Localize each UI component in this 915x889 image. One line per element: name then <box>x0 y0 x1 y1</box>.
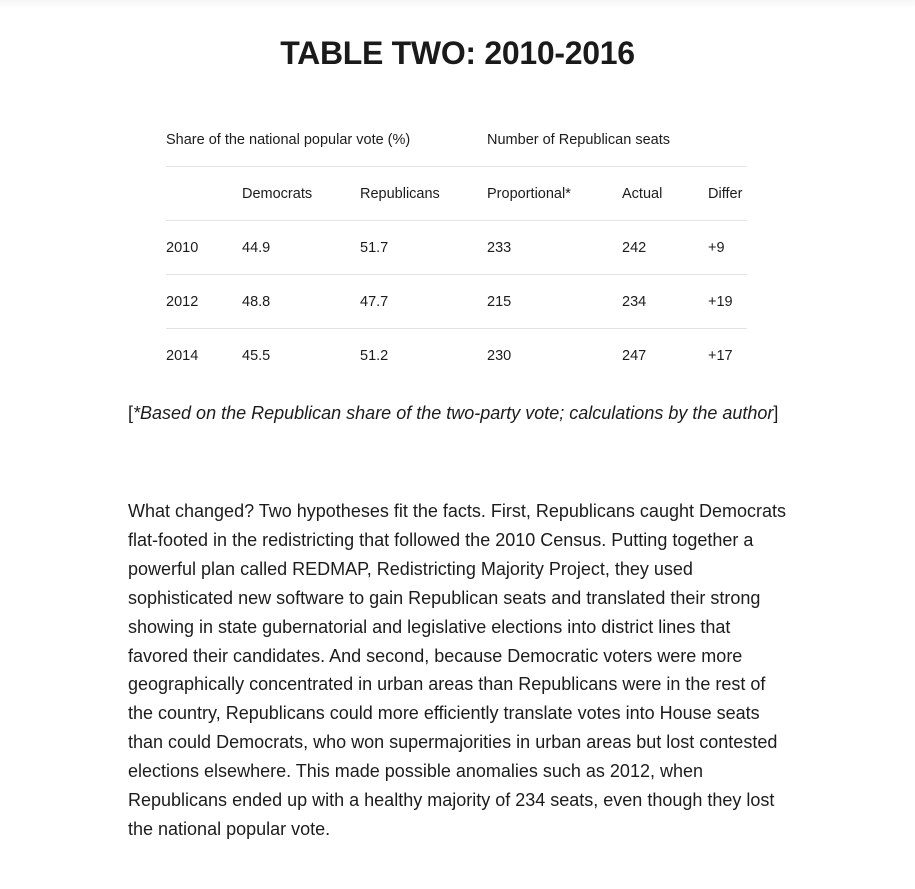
cell-difference: +9 <box>708 221 747 275</box>
cell-actual: 247 <box>622 329 708 383</box>
footnote-open-bracket: [ <box>128 403 134 423</box>
cell-proportional: 215 <box>487 275 622 329</box>
cell-republicans: 47.7 <box>360 275 487 329</box>
column-header-proportional: Proportional* <box>487 167 622 221</box>
cell-actual: 234 <box>622 275 708 329</box>
body-paragraph: What changed? Two hypotheses fit the facts. First, Republicans caught Democrats flat-footed in the redistricting that followed the 2010 Census. Putting together a powerful plan called REDMAP, Redistricting Majority Project, they used sophisticated new software to gain Republican seats and translated their strong showing in state gubernatorial and legislative elections into district lines that favored their candidates. And second, because Democratic voters were more geographically concentrated in urban areas than Republicans were in the rest of the country, Republicans could more efficiently translate votes into House seats than could Democrats, who won supermajorities in urban areas but lost contested elections elsewhere. This made possible anomalies such as 2012, when Republicans ended up with a healthy majority of 234 seats, even though they lost the national popular vote. <box>128 501 787 839</box>
cell-proportional: 230 <box>487 329 622 383</box>
column-header-republicans: Republicans <box>360 167 487 221</box>
column-header-year <box>166 167 242 221</box>
column-header-democrats: Democrats <box>242 167 360 221</box>
table-row <box>166 329 747 383</box>
cell-republicans: 51.2 <box>360 329 487 383</box>
column-header-difference: Differ <box>708 167 747 221</box>
cell-difference: +17 <box>708 329 747 383</box>
cell-year: 2012 <box>166 275 242 329</box>
cell-democrats: 45.5 <box>242 329 360 383</box>
cell-year: 2010 <box>166 221 242 275</box>
table-row <box>166 221 747 275</box>
cell-republicans: 51.7 <box>360 221 487 275</box>
footnote-text: *Based on the Republican share of the two-party vote; calculations by the author <box>133 403 774 423</box>
top-band <box>0 0 915 8</box>
table-scroll-container[interactable] <box>166 113 747 382</box>
cell-democrats: 44.9 <box>242 221 360 275</box>
cell-year: 2014 <box>166 329 242 383</box>
group-header-popular-vote: Share of the national popular vote (%) <box>166 131 411 148</box>
table-footnote <box>128 399 788 427</box>
cell-democrats: 48.8 <box>242 275 360 329</box>
election-table <box>166 113 747 382</box>
cell-actual: 242 <box>622 221 708 275</box>
group-header-seats: Number of Republican seats <box>487 131 670 148</box>
group-header-row <box>166 113 747 167</box>
cell-proportional: 233 <box>487 221 622 275</box>
page-title: TABLE TWO: 2010-2016 <box>280 35 635 71</box>
table-row <box>166 275 747 329</box>
column-header-row <box>166 167 747 221</box>
footnote-close-bracket: ] <box>773 403 779 423</box>
column-header-actual: Actual <box>622 167 708 221</box>
cell-difference: +19 <box>708 275 747 329</box>
